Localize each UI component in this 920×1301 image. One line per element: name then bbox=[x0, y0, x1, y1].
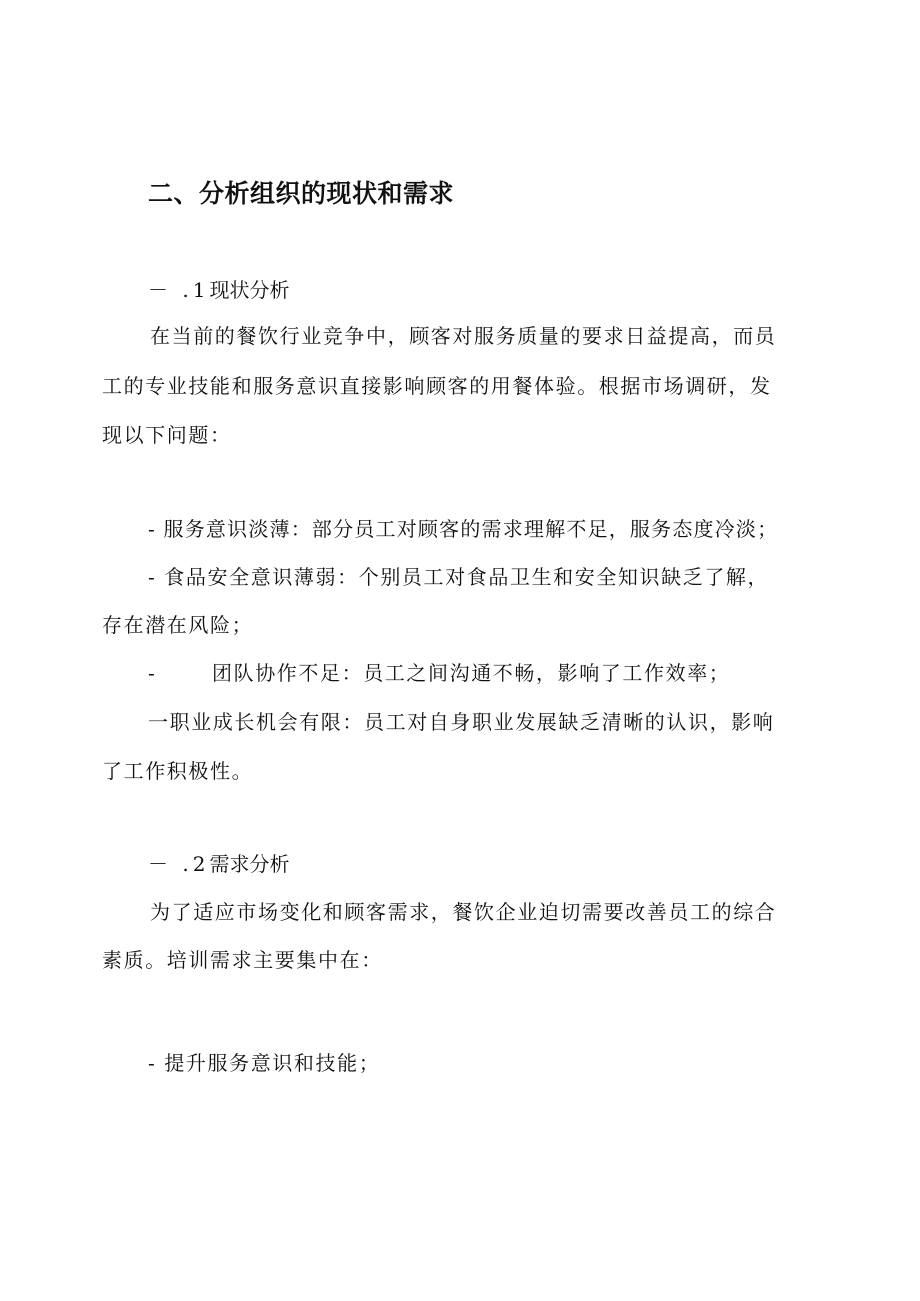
issue-item-continuation: 存在潜在风险； bbox=[102, 613, 254, 637]
subsection-label: 需求分析 bbox=[209, 852, 290, 876]
issue-item-dash: - bbox=[148, 661, 157, 685]
issue-item-continuation: 了工作积极性。 bbox=[102, 759, 254, 783]
section-title: 二、分析组织的现状和需求 bbox=[148, 179, 455, 208]
issue-item: - 食品安全意识薄弱：个别员工对食品卫生和安全知识缺乏了解， bbox=[148, 565, 770, 589]
paragraph-line: 为了适应市场变化和顾客需求，餐饮企业迫切需要改善员工的综合 bbox=[150, 900, 777, 924]
subsection-heading-status bbox=[148, 276, 289, 304]
issue-item: 团队协作不足：员工之间沟通不畅，影响了工作效率； bbox=[212, 661, 731, 685]
subsection-number: － .2 bbox=[148, 852, 210, 876]
subsection-heading-needs bbox=[148, 850, 289, 878]
issue-item: 一职业成长机会有限：员工对自身职业发展缺乏清晰的认识，影响 bbox=[148, 710, 775, 734]
paragraph-line: 现以下问题： bbox=[102, 423, 232, 447]
paragraph-line: 在当前的餐饮行业竞争中，顾客对服务质量的要求日益提高，而员 bbox=[150, 324, 777, 348]
subsection-number: － .1 bbox=[148, 278, 210, 302]
paragraph-line: 工的专业技能和服务意识直接影响顾客的用餐体验。根据市场调研，发 bbox=[102, 374, 772, 398]
need-item: - 提升服务意识和技能； bbox=[148, 1051, 381, 1075]
subsection-label: 现状分析 bbox=[209, 278, 290, 302]
paragraph-line: 素质。培训需求主要集中在： bbox=[102, 948, 383, 972]
issue-item: - 服务意识淡薄：部分员工对顾客的需求理解不足，服务态度冷淡； bbox=[148, 517, 779, 541]
